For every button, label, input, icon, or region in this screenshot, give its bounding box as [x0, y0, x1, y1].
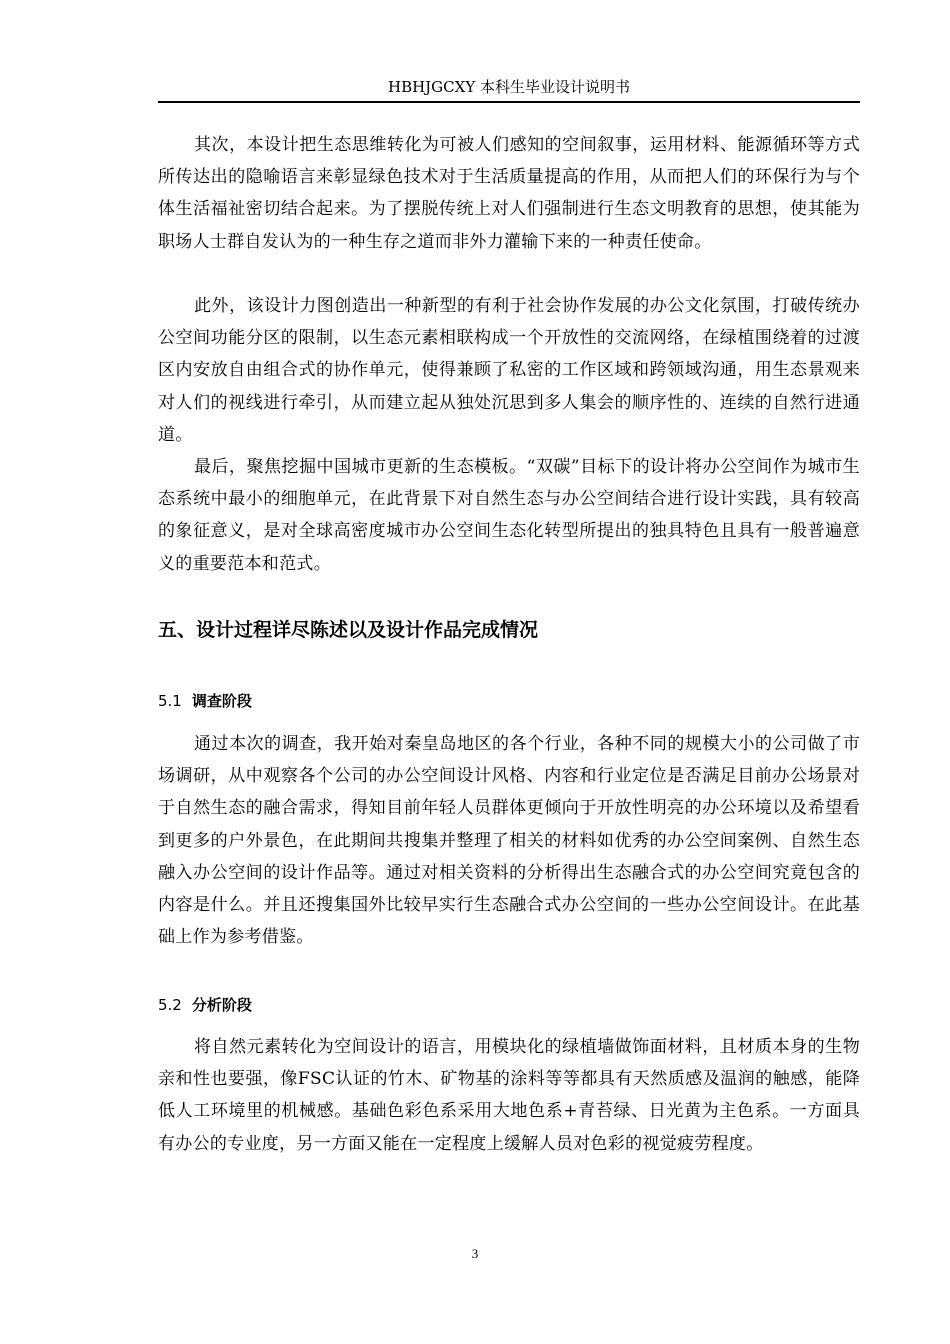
- body-paragraph: 其次，本设计把生态思维转化为可被人们感知的空间叙事，运用材料、能源循环等方式所传达出的隐喻语言来彰显绿色技术对于生活质量提高的作用，从而把人们的环保行为与个体生活福祉密切结合起来。为了摆脱传统上对人们强制进行生态文明教育的思想，使其能为职场人士群自发认为的一种生存之道而非外力灌输下来的一种责任使命。: [158, 135, 860, 252]
- body-paragraph: 最后，聚焦挖掘中国城市更新的生态模板。“双碳”目标下的设计将办公空间作为城市生态系统中最小的细胞单元，在此背景下对自然生态与办公空间结合进行设计实践，具有较高的象征意义，是对全球高密度城市办公空间生态化转型所提出的独具特色且具有一般普遍意义的重要范本和范式。: [158, 457, 860, 574]
- page-header-title: HBHJGCXY 本科生毕业设计说明书: [387, 78, 630, 96]
- body-paragraph: 通过本次的调查，我开始对秦皇岛地区的各个行业，各种不同的规模大小的公司做了市场调研，从中观察各个公司的办公空间设计风格、内容和行业定位是否满足目前办公场景对于自然生态的融合需求，得知目前年轻人员群体更倾向于开放性明亮的办公环境以及希望看到更多的户外景色，在此期间共搜集并整理了相关的材料如优秀的办公空间案例、自然生态融入办公空间的设计作品等。通过对相关资料的分析得出生态融合式的办公空间究竟包含的内容是什么。并且还搜集国外比较早实行生态融合式办公空间的一些办公空间设计。在此基础上作为参考借鉴。: [158, 734, 860, 948]
- header-divider: [158, 101, 860, 103]
- subsection-heading: [158, 994, 252, 1016]
- section-heading: 五、设计过程详尽陈述以及设计作品完成情况: [158, 619, 539, 641]
- subsection-number: 5.2: [158, 996, 182, 1014]
- subsection-title: 分析阶段: [191, 996, 252, 1014]
- subsection-title: 调查阶段: [191, 692, 252, 710]
- body-paragraph: 此外，该设计力图创造出一种新型的有利于社会协作发展的办公文化氛围，打破传统办公空间功能分区的限制，以生态元素相联构成一个开放性的交流网络，在绿植围绕着的过渡区内安放自由组合式的协作单元，使得兼顾了私密的工作区域和跨领域沟通，用生态景观来对人们的视线进行牵引，从而建立起从独处沉思到多人集会的顺序性的、连续的自然行进通道。: [158, 296, 860, 445]
- body-paragraph: 将自然元素转化为空间设计的语言，用模块化的绿植墙做饰面材料，且材质本身的生物亲和性也要强，像FSC认证的竹木、矿物基的涂料等等都具有天然质感及温润的触感，能降低人工环境里的机械感。基础色彩色系采用大地色系+青苔绿、日光黄为主色系。一方面具有办公的专业度，另一方面又能在一定程度上缓解人员对色彩的视觉疲劳程度。: [158, 1037, 860, 1154]
- subsection-number: 5.1: [158, 692, 182, 710]
- subsection-heading: [158, 690, 252, 712]
- page-number: 3: [471, 1246, 479, 1261]
